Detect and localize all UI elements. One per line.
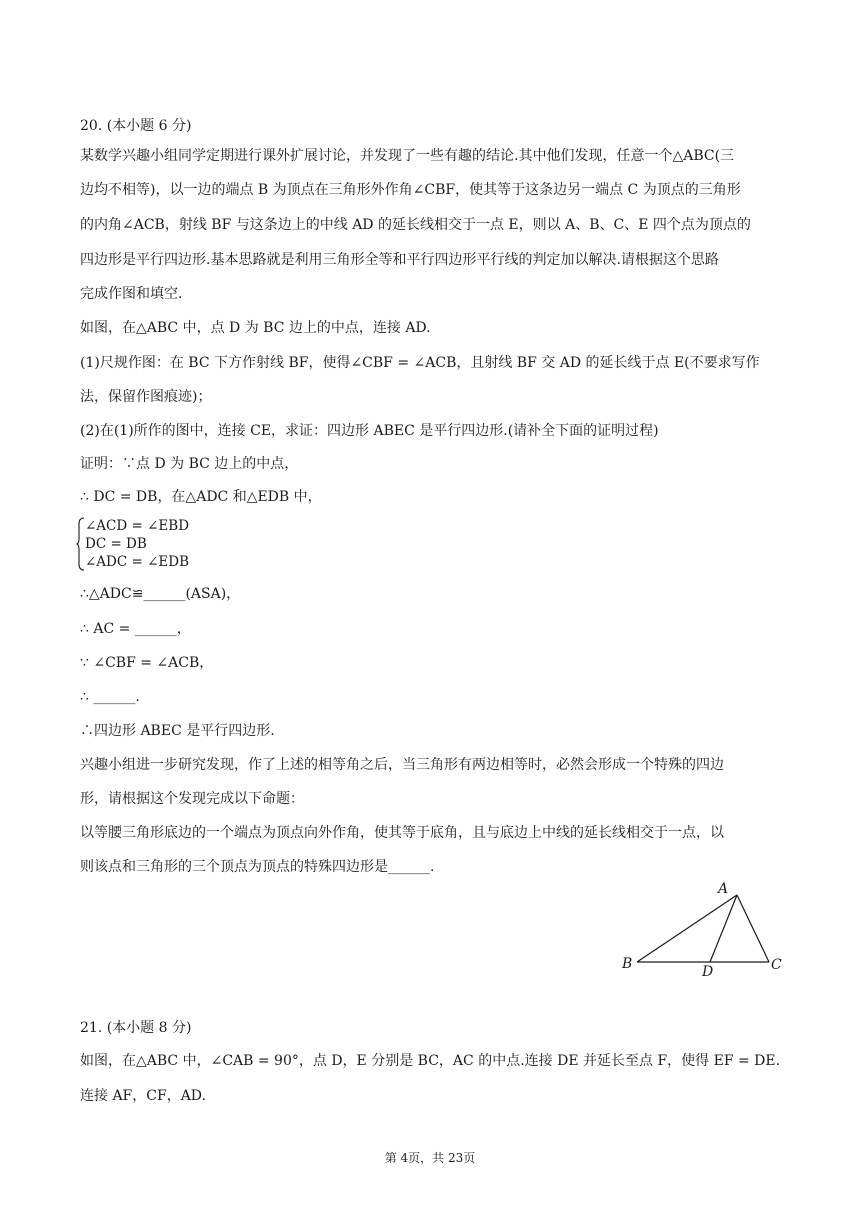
proof-line-6: ∴ ______.: [80, 689, 140, 705]
vertex-label-b: B: [622, 956, 633, 972]
system-row-1: ∠ACD = ∠EBD: [85, 518, 190, 534]
q20-intro-line-2: 边均不相等)，以一边的端点 B 为顶点在三角形外作角∠CBF，使其等于这条边另一端点 C 为顶点的三角形: [80, 182, 741, 198]
q20-intro-line-1: 某数学兴趣小组同学定期进行课外扩展讨论，并发现了一些有趣的结论.其中他们发现，任意一个△ABC(三: [80, 148, 735, 164]
q21-heading: 21. (本小题 8 分): [80, 1020, 192, 1036]
q20-heading: 20. (本小题 6 分): [80, 118, 192, 134]
proof-line-1: 证明：∵点 D 为 BC 边上的中点，: [80, 456, 299, 472]
q20-prop-line-2: 则该点和三角形的三个顶点为顶点的特殊四边形是______.: [80, 859, 435, 875]
q20-ext-line-1: 兴趣小组进一步研究发现，作了上述的相等角之后，当三角形有两边相等时，必然会形成一个特殊的四边: [80, 757, 724, 773]
system-row-3: ∠ADC = ∠EDB: [85, 554, 190, 570]
segment-ad: [710, 895, 737, 962]
q20-intro-line-3: 的内角∠ACB，射线 BF 与这条边上的中线 AD 的延长线相交于一点 E，则以 A、B、C、E 四个点为顶点的: [80, 217, 751, 233]
q20-prop-line-1: 以等腰三角形底边的一个端点为顶点向外作角，使其等于底角，且与底边上中线的延长线相交于一点，以: [80, 825, 724, 841]
q21-line-1: 如图，在△ABC 中，∠CAB = 90°，点 D，E 分别是 BC，AC 的中点.连接 DE 并延长至点 F，使得 EF = DE.: [80, 1053, 781, 1069]
q21-line-2: 连接 AF，CF，AD.: [80, 1088, 206, 1104]
segment-ab: [637, 895, 737, 962]
proof-line-2: ∴ DC = DB，在△ADC 和△EDB 中，: [80, 489, 322, 505]
q20-intro-line-5: 完成作图和填空.: [80, 286, 183, 302]
page-footer: 第 4页，共 23页: [384, 1151, 476, 1165]
q20-part1-line-2: 法，保留作图痕迹)；: [80, 389, 212, 405]
vertex-label-d: D: [702, 964, 714, 980]
proof-line-4: ∴ AC = ______，: [80, 621, 191, 637]
vertex-label-a: A: [718, 881, 729, 897]
triangle-figure: [618, 880, 788, 980]
vertex-label-c: C: [771, 957, 782, 973]
q20-part1-line-1: (1)尺规作图：在 BC 下方作射线 BF，使得∠CBF = ∠ACB，且射线 BF 交 AD 的延长线于点 E(不要求写作: [80, 355, 760, 371]
system-row-2: DC = DB: [85, 536, 147, 552]
q20-intro-line-4: 四边形是平行四边形.基本思路就是利用三角形全等和平行四边形平行线的判定加以解决.请根据这个思路: [80, 252, 719, 268]
q20-given: 如图，在△ABC 中，点 D 为 BC 边上的中点，连接 AD.: [80, 320, 431, 336]
proof-line-3: ∴△ADC≌______(ASA)，: [80, 586, 241, 602]
proof-line-7: ∴四边形 ABEC 是平行四边形.: [80, 723, 275, 739]
proof-equation-system: [76, 516, 276, 572]
proof-line-5: ∵ ∠CBF = ∠ACB，: [80, 655, 214, 671]
q20-part2: (2)在(1)所作的图中，连接 CE，求证：四边形 ABEC 是平行四边形.(请补全下面的证明过程): [80, 423, 659, 439]
q20-ext-line-2: 形，请根据这个发现完成以下命题：: [80, 791, 304, 807]
segment-ac: [737, 895, 769, 962]
